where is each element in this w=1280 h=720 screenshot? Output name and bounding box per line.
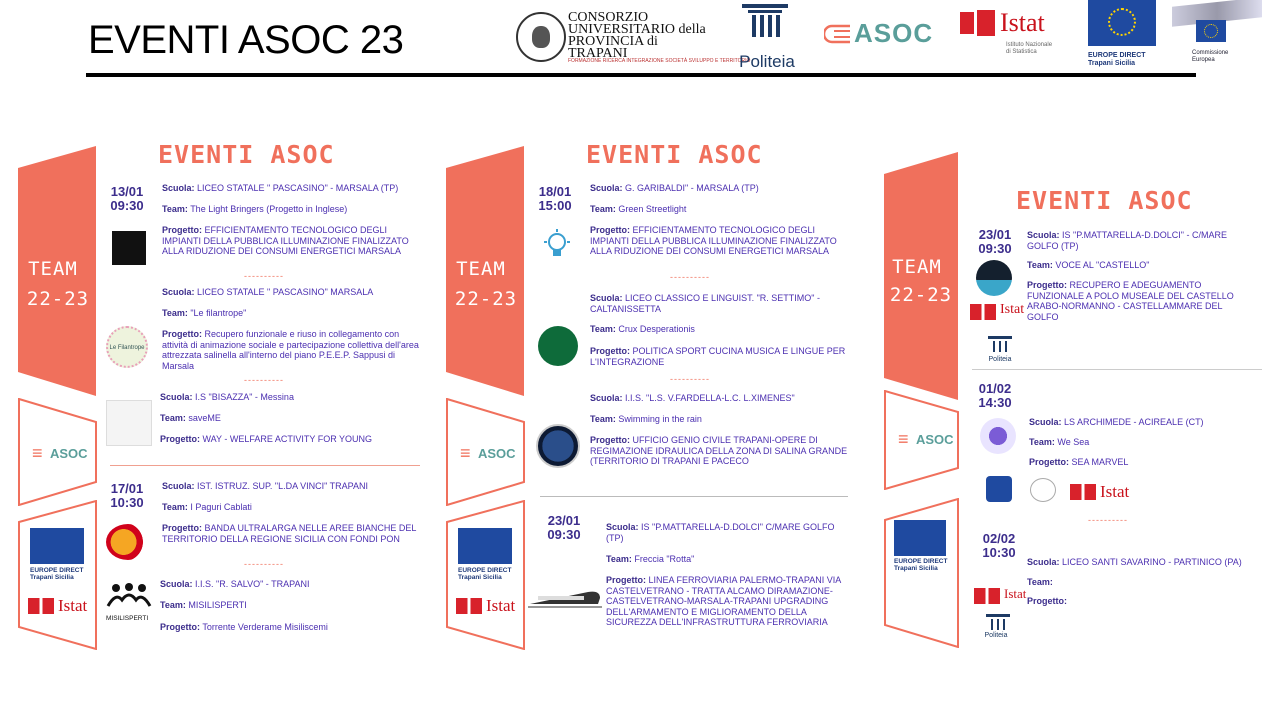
team-thumbnail <box>538 326 578 366</box>
team-thumbnail <box>106 400 152 446</box>
event-school: Scuola: I.I.S. "L.S. V.FARDELLA-L.C. L.XIMENES" <box>590 393 795 403</box>
event-school: Scuola: LICEO CLASSICO E LINGUIST. "R. SETTIMO" - CALTANISSETTA <box>590 293 820 314</box>
event-school: Scuola: LICEO STATALE " PASCASINO" MARSALA <box>162 287 374 297</box>
event-team: Team: I Paguri Cablati <box>162 502 252 512</box>
istat-name: Istat <box>1000 8 1045 37</box>
cf-logo-icon <box>1030 478 1056 502</box>
commissione-name: Commissione Europea <box>1192 50 1229 63</box>
event-project: Progetto: POLITICA SPORT CUCINA MUSICA E LINGUE PER L'INTEGRAZIONE <box>590 346 846 367</box>
event-date: 23/01 09:30 <box>547 513 581 542</box>
istat-mini-logo: Istat <box>486 596 516 615</box>
event-date: 13/01 09:30 <box>110 184 144 213</box>
eu-flag-icon <box>30 528 84 564</box>
event-team: Team: Freccia "Rotta" <box>606 554 695 564</box>
event-school: Scuola: LICEO SANTI SAVARINO - PARTINICO (PA) <box>1027 557 1242 567</box>
event-project: Progetto: LINEA FERROVIARIA PALERMO-TRAPANI VIA CASTELVETRANO - TRATTA ALCAMO DIRAMAZIONE-CASTELVETRANO-MARSALA-TRAPANI UPGRADING DELL'ARMAMENTO E MIGLIORAMENTO DELLA SICUREZZA DELL'INFRASTRUTTURA FERROVIARIA <box>606 575 841 627</box>
event-project: Progetto: UFFICIO GENIO CIVILE TRAPANI-OPERE DI REGIMAZIONE IDRAULICA DELLA ZONA DI SALINA GRANDE (TERRITORIO DI TRAPANI E PACECO <box>590 435 848 466</box>
istat-mini-logo: Istat <box>1004 586 1027 601</box>
eu-flag-icon <box>894 520 946 556</box>
lightbulb-icon <box>540 228 574 262</box>
eu-flag-icon <box>458 528 512 564</box>
istat-subtitle: Istituto Nazionale di Statistica <box>1006 42 1053 55</box>
separator: ---------- <box>244 559 284 569</box>
team-label: TEAM <box>892 256 942 278</box>
europe-direct-logo <box>1086 0 1158 70</box>
page-title: EVENTI ASOC 23 <box>88 18 404 62</box>
event-project: Progetto: SEA MARVEL <box>1029 457 1129 467</box>
column-icon <box>740 2 790 44</box>
team-year: 22-23 <box>454 288 518 310</box>
panel-title: EVENTI ASOC <box>1016 186 1193 215</box>
event-school: Scuola: G. GARIBALDI" - MARSALA (TP) <box>590 183 759 193</box>
event-date: 18/01 15:00 <box>538 184 572 213</box>
event-project: Progetto: EFFICIENTAMENTO TECNOLOGICO DEGLI IMPIANTI DELLA PUBBLICA ILLUMINAZIONE FINALIZZATO ALLA RIDUZIONE DEI CONSUMI ENERGETICI MARSALA <box>162 225 409 256</box>
separator: ---------- <box>244 271 284 281</box>
train-icon <box>528 584 602 610</box>
politeia-mini-logo: Politeia <box>984 632 1008 639</box>
consorzio-seal-icon <box>516 12 566 62</box>
event-project: Progetto: BANDA ULTRALARGA NELLE AREE BIANCHE DEL TERRITORIO DELLA REGIONE SICILIA CON FONDI PON <box>162 523 417 544</box>
event-date: 23/01 09:30 <box>978 227 1012 256</box>
event-project: Progetto: WAY - WELFARE ACTIVITY FOR YOUNG <box>160 434 373 444</box>
istat-logo <box>960 8 1056 64</box>
event-school: Scuola: I.I.S. "R. SALVO" - TRAPANI <box>160 579 310 589</box>
politeia-mini-logo: Politeia <box>988 356 1012 363</box>
event-date: 01/02 14:30 <box>978 381 1012 410</box>
event-school: Scuola: IS "P.MATTARELLA-D.DOLCI" C/MARE GOLFO (TP) <box>606 522 835 543</box>
event-school: Scuola: LICEO STATALE " PASCASINO" - MARSALA (TP) <box>162 183 399 193</box>
event-school: Scuola: I.S "BISAZZA" - Messina <box>160 392 294 402</box>
politeia-logo <box>732 2 802 72</box>
asoc-mini-logo: ≡ ASOC <box>916 432 954 447</box>
asoc-mini-logo: ≡ ASOC <box>50 446 88 461</box>
divider <box>540 496 848 497</box>
event-team: Team: "Le filantrope" <box>162 308 247 318</box>
event-school: Scuola: IST. ISTRUZ. SUP. "L.DA VINCI" TRAPANI <box>162 481 368 491</box>
team-thumbnail <box>106 582 152 610</box>
panel-title: EVENTI ASOC <box>586 140 763 169</box>
event-team: Team: Green Streetlight <box>590 204 687 214</box>
separator: ---------- <box>670 374 710 384</box>
team-thumbnail <box>980 418 1016 454</box>
europe-direct-place: Trapani Sicilia <box>1088 60 1136 67</box>
istat-mini-logo: Istat <box>1000 302 1025 317</box>
event-team: Team: Crux Desperationis <box>590 324 695 334</box>
europe-direct-title: EUROPE DIRECT <box>1088 52 1146 59</box>
team-thumbnail <box>106 524 150 560</box>
istat-mini-logo: Istat <box>1100 482 1130 501</box>
consorzio-logo <box>516 10 751 68</box>
event-team: Team: MISILISPERTI <box>160 600 247 610</box>
asoc-name: ASOC <box>854 18 934 48</box>
asoc-mini-logo: ≡ ASOC <box>478 446 516 461</box>
separator: ---------- <box>670 272 710 282</box>
event-project: Progetto: Recupero funzionale e riuso in collegamento con attività di animazione sociale e partecipazione collettiva dell'area attrezzata salinella all'interno del piano P.E.E.P. Sappusi di Marsala <box>162 329 419 371</box>
asoc-mark-icon <box>824 24 852 44</box>
team-year: 22-23 <box>889 284 953 306</box>
team-label: TEAM <box>456 258 506 280</box>
commissione-logo <box>1172 2 1262 68</box>
consorzio-subtitle: FORMAZIONE RICERCA INTEGRAZIONE SOCIETÀ SVILUPPO E TERRITORIO <box>568 58 751 64</box>
column-icon <box>988 336 1012 354</box>
divider <box>110 465 420 466</box>
event-team: Team: <box>1027 577 1053 587</box>
divider <box>972 369 1262 370</box>
header-rule <box>86 73 1196 77</box>
eu-circle-icon <box>986 476 1012 502</box>
event-project: Progetto: <box>1027 596 1067 606</box>
team-thumbnail <box>112 231 146 265</box>
event-project: Progetto: Torrente Verderame Misiliscemi <box>160 622 328 632</box>
team-thumbnail: Le Filantrope <box>106 326 148 368</box>
event-project: Progetto: RECUPERO E ADEGUAMENTO FUNZIONALE A POLO MUSEALE DEL CASTELLO ARABO-NORMANNO - CASTELLAMMARE DEL GOLFO <box>1027 280 1234 322</box>
event-team: Team: Swimming in the rain <box>590 414 702 424</box>
team-year: 22-23 <box>26 288 90 310</box>
consorzio-name: CONSORZIO UNIVERSITARIO della PROVINCIA di TRAPANI <box>568 10 706 61</box>
team-label: TEAM <box>28 258 78 280</box>
separator: ---------- <box>244 375 284 385</box>
misilisperti-label: MISILISPERTI <box>106 615 149 622</box>
politeia-name: Politeia <box>739 52 795 71</box>
event-team: Team: saveME <box>160 413 221 423</box>
istat-mark-icon <box>960 12 974 34</box>
event-team: Team: The Light Bringers (Progetto in Inglese) <box>162 204 348 214</box>
separator: ---------- <box>1088 515 1128 525</box>
team-thumbnail <box>536 424 580 468</box>
event-school: Scuola: IS "P.MATTARELLA-D.DOLCI" - C/MARE GOLFO (TP) <box>1027 230 1227 251</box>
panel-title: EVENTI ASOC <box>158 140 335 169</box>
event-school: Scuola: LS ARCHIMEDE - ACIREALE (CT) <box>1029 417 1204 427</box>
team-thumbnail <box>976 260 1012 296</box>
event-team: Team: We Sea <box>1029 437 1090 447</box>
event-date: 17/01 10:30 <box>110 481 144 510</box>
istat-mini-logo: Istat <box>58 596 88 615</box>
asoc-logo <box>824 18 936 50</box>
event-project: Progetto: EFFICIENTAMENTO TECNOLOGICO DEGLI IMPIANTI DELLA PUBBLICA ILLUMINAZIONE FINALIZZATO ALLA RIDUZIONE DEI CONSUMI ENERGETICI MARSALA <box>590 225 837 256</box>
event-team: Team: VOCE AL "CASTELLO" <box>1027 260 1150 270</box>
event-date: 02/02 10:30 <box>982 531 1016 560</box>
column-icon <box>986 614 1010 632</box>
